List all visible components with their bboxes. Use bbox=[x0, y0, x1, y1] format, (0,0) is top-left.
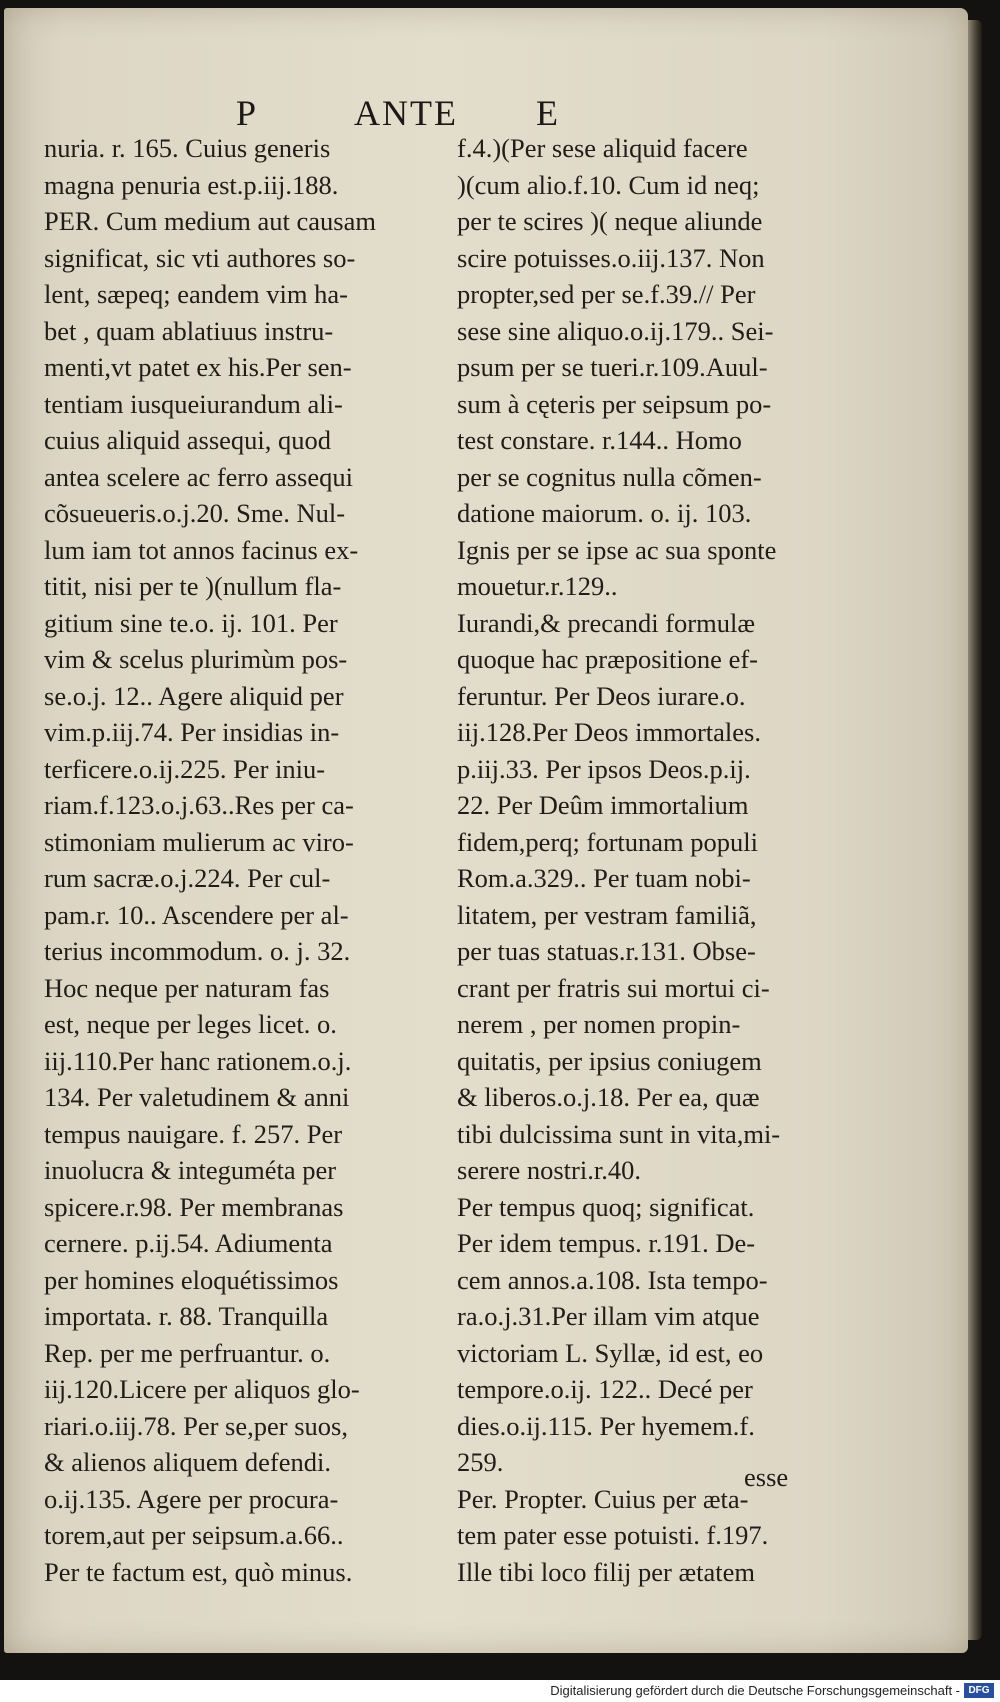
right-column-line: psum per se tueri.r.109.Auul- bbox=[457, 352, 768, 382]
left-column-line: importata. r. 88. Tranquilla bbox=[44, 1301, 329, 1331]
right-column-line: propter,sed per se.f.39.// Per bbox=[457, 279, 756, 309]
right-column-line: Per idem tempus. r.191. De- bbox=[457, 1228, 756, 1258]
right-column-line: )(cum alio.f.10. Cum id neq; bbox=[457, 169, 760, 200]
left-column-line: bet , quam ablatiuus instru- bbox=[44, 315, 334, 346]
left-column-line: inuolucra & integuméta per bbox=[44, 1155, 337, 1185]
right-column-line: dies.o.ij.115. Per hyemem.f. bbox=[457, 1410, 755, 1441]
left-column-line: per homines eloquétissimos bbox=[44, 1264, 339, 1295]
left-column-line: riam.f.123.o.j.63..Res per ca- bbox=[44, 790, 354, 820]
right-column-line: tem pater esse potuisti. f.197. bbox=[457, 1520, 769, 1550]
right-column-line: ra.o.j.31.Per illam vim atque bbox=[457, 1301, 760, 1331]
catchword: esse bbox=[744, 1462, 789, 1492]
left-column-line: menti,vt patet ex his.Per sen- bbox=[44, 352, 352, 382]
footer-bar bbox=[0, 1680, 1000, 1702]
left-column-line: Hoc neque per naturam fas bbox=[44, 972, 330, 1003]
right-text-column bbox=[457, 130, 839, 1590]
left-column-line: iij.110.Per hanc rationem.o.j. bbox=[44, 1045, 352, 1076]
right-column-line: sese sine aliquo.o.ij.179.. Sei- bbox=[457, 315, 774, 346]
right-column-line: Iurandi,& precandi formulæ bbox=[457, 607, 756, 638]
right-column-line: mouetur.r.129.. bbox=[457, 571, 618, 601]
left-column-line: pam.r. 10.. Ascendere per al- bbox=[44, 899, 349, 930]
right-column-line: per tuas statuas.r.131. Obse- bbox=[457, 936, 756, 966]
left-column-line: cuius aliquid assequi, quod bbox=[44, 425, 332, 455]
left-column-line: titit, nisi per te )(nullum fla- bbox=[44, 571, 342, 601]
right-column-line: scire potuisses.o.iij.137. Non bbox=[457, 242, 765, 273]
right-column-line: fidem,perq; fortunam populi bbox=[457, 826, 758, 857]
left-column-line: terficere.o.ij.225. Per iniu- bbox=[44, 753, 326, 784]
left-column-line: se.o.j. 12.. Agere aliquid per bbox=[44, 680, 344, 711]
header-left-letter: P bbox=[236, 93, 259, 133]
left-column-line: terius incommodum. o. j. 32. bbox=[44, 936, 351, 966]
right-column-line: 259. bbox=[457, 1447, 504, 1477]
left-column-line: nuria. r. 165. Cuius generis bbox=[44, 133, 331, 163]
left-column-line: rum sacræ.o.j.224. Per cul- bbox=[44, 863, 331, 893]
right-column-line: Ignis per se ipse ac sua sponte bbox=[457, 534, 777, 565]
right-column-line: feruntur. Per Deos iurare.o. bbox=[457, 680, 746, 711]
right-column-line: Per. Propter. Cuius per æta- bbox=[457, 1483, 749, 1514]
header-right-letter: E bbox=[536, 93, 560, 133]
right-column-line: quitatis, per ipsius coniugem bbox=[457, 1045, 762, 1076]
left-column-line: cõsueueris.o.j.20. Sme. Nul- bbox=[44, 498, 346, 528]
left-column-line: significat, sic vti authores so- bbox=[44, 242, 356, 273]
left-column-line: riari.o.iij.78. Per se,per suos, bbox=[44, 1410, 348, 1441]
left-column-line: 134. Per valetudinem & anni bbox=[44, 1082, 350, 1112]
right-column-line: tempore.o.ij. 122.. Decé per bbox=[457, 1374, 753, 1404]
right-column-line: Ille tibi loco filij per ætatem bbox=[457, 1556, 756, 1587]
right-column-line: tibi dulcissima sunt in vita,mi- bbox=[457, 1118, 781, 1149]
right-column-line: litatem, per vestram familiã, bbox=[457, 899, 757, 930]
right-column-line: per se cognitus nulla cõmen- bbox=[457, 461, 762, 492]
left-column-line: stimoniam mulierum ac viro- bbox=[44, 826, 354, 857]
left-column-line: gitium sine te.o. ij. 101. Per bbox=[44, 607, 338, 638]
right-column-line: per te scires )( neque aliunde bbox=[457, 206, 763, 236]
left-column-line: vim & scelus plurimùm pos- bbox=[44, 644, 348, 674]
left-column-line: tentiam iusqueiurandum ali- bbox=[44, 388, 343, 419]
right-column-line: serere nostri.r.40. bbox=[457, 1155, 641, 1185]
right-column-line: & liberos.o.j.18. Per ea, quæ bbox=[457, 1082, 760, 1112]
left-column-line: vim.p.iij.74. Per insidias in- bbox=[44, 717, 340, 747]
dfg-logo-badge: DFG bbox=[964, 1683, 994, 1698]
left-column-line: lent, sæpeq; eandem vim ha- bbox=[44, 279, 348, 309]
left-column-line: o.ij.135. Agere per procura- bbox=[44, 1483, 339, 1514]
left-column-line: magna penuria est.p.iij.188. bbox=[44, 169, 339, 200]
left-column-line: spicere.r.98. Per membranas bbox=[44, 1191, 344, 1222]
right-column-line: Rom.a.329.. Per tuam nobi- bbox=[457, 863, 751, 893]
right-column-line: iij.128.Per Deos immortales. bbox=[457, 717, 761, 747]
footer-credit: Digitalisierung gefördert durch die Deutsche Forschungsgemeinschaft - bbox=[550, 1683, 960, 1698]
right-column-line: sum à cęteris per seipsum po- bbox=[457, 388, 772, 419]
left-column-line: iij.120.Licere per aliquos glo- bbox=[44, 1374, 360, 1404]
right-column-line: cem annos.a.108. Ista tempo- bbox=[457, 1264, 768, 1295]
left-column-line: est, neque per leges licet. o. bbox=[44, 1009, 337, 1039]
right-column-line: 22. Per Deûm immortalium bbox=[457, 790, 749, 820]
right-column-line: nerem , per nomen propin- bbox=[457, 1009, 741, 1039]
right-column-line: p.iij.33. Per ipsos Deos.p.ij. bbox=[457, 753, 751, 784]
right-column-line: crant per fratris sui mortui ci- bbox=[457, 972, 770, 1003]
left-column-line: cernere. p.ij.54. Adiumenta bbox=[44, 1228, 333, 1258]
left-column-line: tempus nauigare. f. 257. Per bbox=[44, 1118, 343, 1149]
right-column-line: f.4.)(Per sese aliquid facere bbox=[457, 133, 748, 163]
right-column-line: datione maiorum. o. ij. 103. bbox=[457, 498, 752, 528]
left-column-line: torem,aut per seipsum.a.66.. bbox=[44, 1520, 344, 1550]
left-column-line: & alienos aliquem defendi. bbox=[44, 1447, 331, 1477]
book-page bbox=[4, 8, 968, 1653]
right-column-line: Per tempus quoq; significat. bbox=[457, 1191, 755, 1222]
header-center: ANTE bbox=[354, 93, 458, 133]
right-column-line: test constare. r.144.. Homo bbox=[457, 425, 742, 455]
page-edge bbox=[968, 20, 982, 1640]
left-column-line: Per te factum est, quò minus. bbox=[44, 1556, 353, 1587]
left-text-column bbox=[44, 130, 419, 1590]
left-column-line: PER. Cum medium aut causam bbox=[44, 206, 376, 236]
left-column-line: Rep. per me perfruantur. o. bbox=[44, 1337, 331, 1368]
left-column-line: lum iam tot annos facinus ex- bbox=[44, 534, 359, 565]
right-column-line: quoque hac præpositione ef- bbox=[457, 644, 758, 674]
left-column-line: antea scelere ac ferro assequi bbox=[44, 461, 353, 492]
right-column-line: victoriam L. Syllæ, id est, eo bbox=[457, 1337, 764, 1368]
